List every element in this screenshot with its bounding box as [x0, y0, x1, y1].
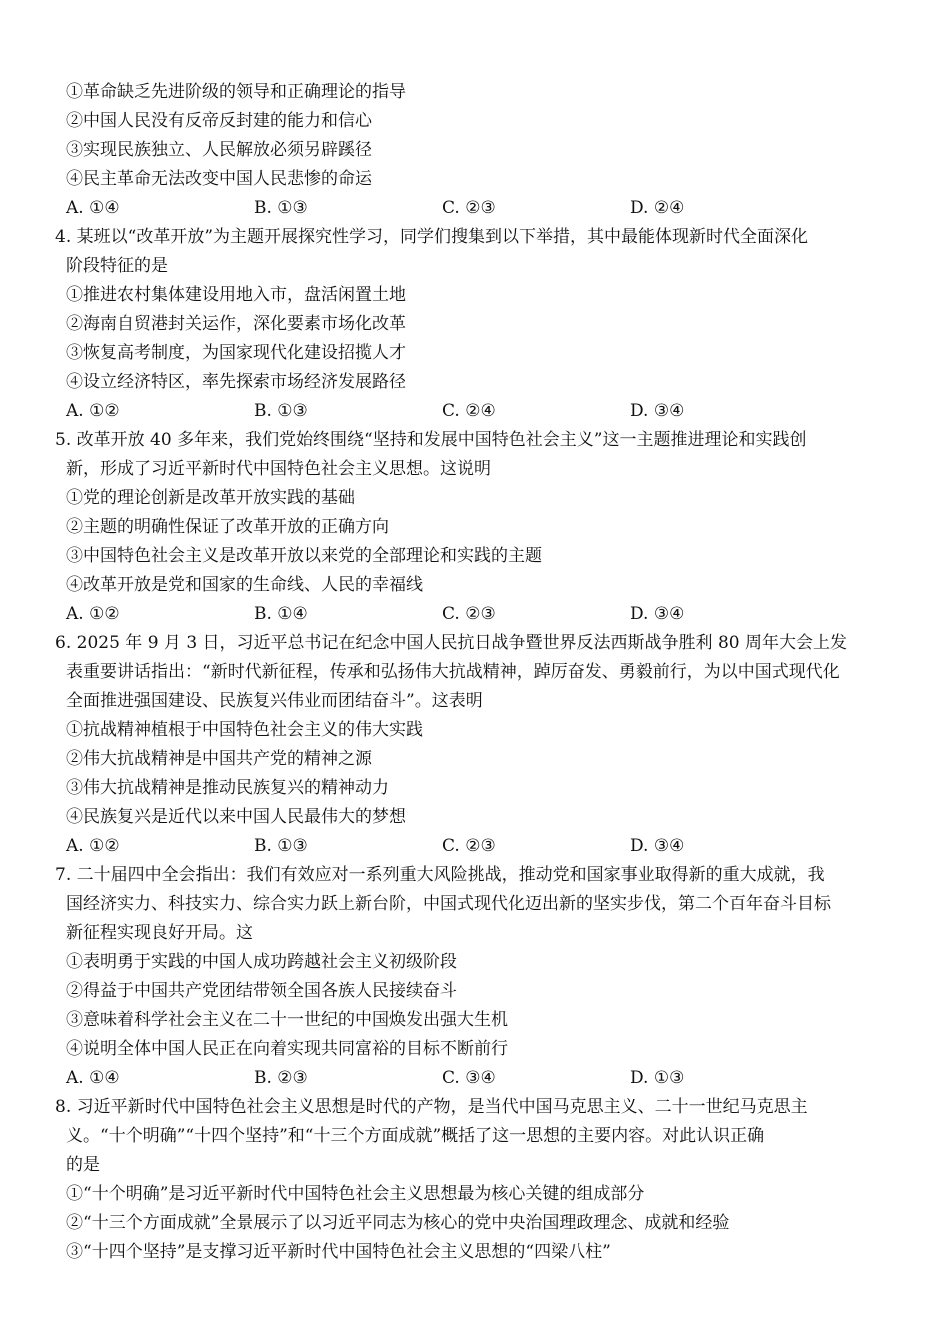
question-stem-cont: 新征程实现良好开局。这 — [66, 923, 253, 943]
statement-item: ③实现民族独立、人民解放必须另辟蹊径 — [66, 140, 372, 160]
option-c: C. ②③ — [442, 604, 496, 624]
statement-item: ④说明全体中国人民正在向着实现共同富裕的目标不断前行 — [66, 1039, 508, 1059]
option-c: C. ②③ — [442, 836, 496, 856]
statement-item: ①“十个明确”是习近平新时代中国特色社会主义思想最为核心关键的组成部分 — [66, 1184, 645, 1204]
statement-item: ②得益于中国共产党团结带领全国各族人民接续奋斗 — [66, 981, 457, 1001]
question-stem-cont: 国经济实力、科技实力、综合实力跃上新台阶，中国式现代化迈出新的坚实步伐，第二个百年奋斗目标 — [66, 894, 831, 914]
option-a: A. ①④ — [66, 198, 120, 218]
statement-item: ②伟大抗战精神是中国共产党的精神之源 — [66, 749, 372, 769]
option-b: B. ②③ — [254, 1068, 308, 1088]
statement-item: ③中国特色社会主义是改革开放以来党的全部理论和实践的主题 — [66, 546, 542, 566]
option-d: D. ③④ — [630, 836, 685, 856]
answer-options — [66, 1064, 906, 1093]
option-c: C. ③④ — [442, 1068, 496, 1088]
question-stem-cont: 表重要讲话指出：“新时代新征程，传承和弘扬伟大抗战精神，踔厉奋发、勇毅前行，为以中国式现代化 — [66, 662, 840, 682]
option-a: A. ①④ — [66, 1068, 120, 1088]
statement-item: ②中国人民没有反帝反封建的能力和信心 — [66, 111, 372, 131]
question-stem: 4. 某班以“改革开放”为主题开展探究性学习，同学们搜集到以下举措，其中最能体现新时代全面深化 — [55, 227, 809, 247]
statement-item: ④设立经济特区，率先探索市场经济发展路径 — [66, 372, 406, 392]
exam-page — [55, 78, 906, 1267]
answer-options — [66, 832, 906, 861]
question-stem-cont: 阶段特征的是 — [66, 256, 168, 276]
statement-item: ①表明勇于实践的中国人成功跨越社会主义初级阶段 — [66, 952, 457, 972]
option-d: D. ③④ — [630, 604, 685, 624]
option-b: B. ①③ — [254, 401, 308, 421]
option-a: A. ①② — [66, 604, 120, 624]
question-stem-cont: 新，形成了习近平新时代中国特色社会主义思想。这说明 — [66, 459, 491, 479]
statement-item: ④民主革命无法改变中国人民悲惨的命运 — [66, 169, 372, 189]
option-a: A. ①② — [66, 401, 120, 421]
statement-item: ③恢复高考制度，为国家现代化建设招揽人才 — [66, 343, 406, 363]
option-d: D. ①③ — [630, 1068, 685, 1088]
statement-item: ②“十三个方面成就”全景展示了以习近平同志为核心的党中央治国理政理念、成就和经验 — [66, 1213, 730, 1233]
statement-item: ①抗战精神植根于中国特色社会主义的伟大实践 — [66, 720, 423, 740]
question-stem-cont: 的是 — [66, 1155, 100, 1175]
statement-item: ②主题的明确性保证了改革开放的正确方向 — [66, 517, 389, 537]
answer-options — [66, 397, 906, 426]
question-stem: 6. 2025 年 9 月 3 日，习近平总书记在纪念中国人民抗日战争暨世界反法西斯战争胜利 80 周年大会上发 — [55, 633, 847, 653]
statement-item: ①革命缺乏先进阶级的领导和正确理论的指导 — [66, 82, 406, 102]
option-c: C. ②③ — [442, 198, 496, 218]
question-stem: 5. 改革开放 40 多年来，我们党始终围绕“坚持和发展中国特色社会主义”这一主题推进理论和实践创 — [55, 430, 807, 450]
question-stem: 8. 习近平新时代中国特色社会主义思想是时代的产物，是当代中国马克思主义、二十一世纪马克思主 — [55, 1097, 808, 1117]
option-b: B. ①③ — [254, 836, 308, 856]
option-d: D. ②④ — [630, 198, 685, 218]
question-7 — [55, 861, 906, 1093]
answer-options — [66, 194, 906, 223]
statement-item: ④民族复兴是近代以来中国人民最伟大的梦想 — [66, 807, 406, 827]
statement-item: ③“十四个坚持”是支撑习近平新时代中国特色社会主义思想的“四梁八柱” — [66, 1242, 611, 1262]
statement-item: ①党的理论创新是改革开放实践的基础 — [66, 488, 355, 508]
question-8 — [55, 1093, 906, 1267]
option-c: C. ②④ — [442, 401, 496, 421]
option-b: B. ①③ — [254, 198, 308, 218]
option-b: B. ①④ — [254, 604, 308, 624]
question-6 — [55, 629, 906, 861]
statement-item: ③伟大抗战精神是推动民族复兴的精神动力 — [66, 778, 389, 798]
question-stem: 7. 二十届四中全会指出：我们有效应对一系列重大风险挑战，推动党和国家事业取得新的重大成就，我 — [55, 865, 825, 885]
question-stem-cont: 全面推进强国建设、民族复兴伟业而团结奋斗”。这表明 — [66, 691, 483, 711]
question-5 — [55, 426, 906, 629]
statement-item: ②海南自贸港封关运作，深化要素市场化改革 — [66, 314, 406, 334]
statement-item: ④改革开放是党和国家的生命线、人民的幸福线 — [66, 575, 423, 595]
statement-item: ①推进农村集体建设用地入市，盘活闲置土地 — [66, 285, 406, 305]
question-4 — [55, 223, 906, 426]
option-a: A. ①② — [66, 836, 120, 856]
option-d: D. ③④ — [630, 401, 685, 421]
answer-options — [66, 600, 906, 629]
statement-item: ③意味着科学社会主义在二十一世纪的中国焕发出强大生机 — [66, 1010, 508, 1030]
question-stem-cont: 义。“十个明确”“十四个坚持”和“十三个方面成就”概括了这一思想的主要内容。对此认识正确 — [66, 1126, 765, 1146]
question-3-continued — [66, 78, 906, 223]
